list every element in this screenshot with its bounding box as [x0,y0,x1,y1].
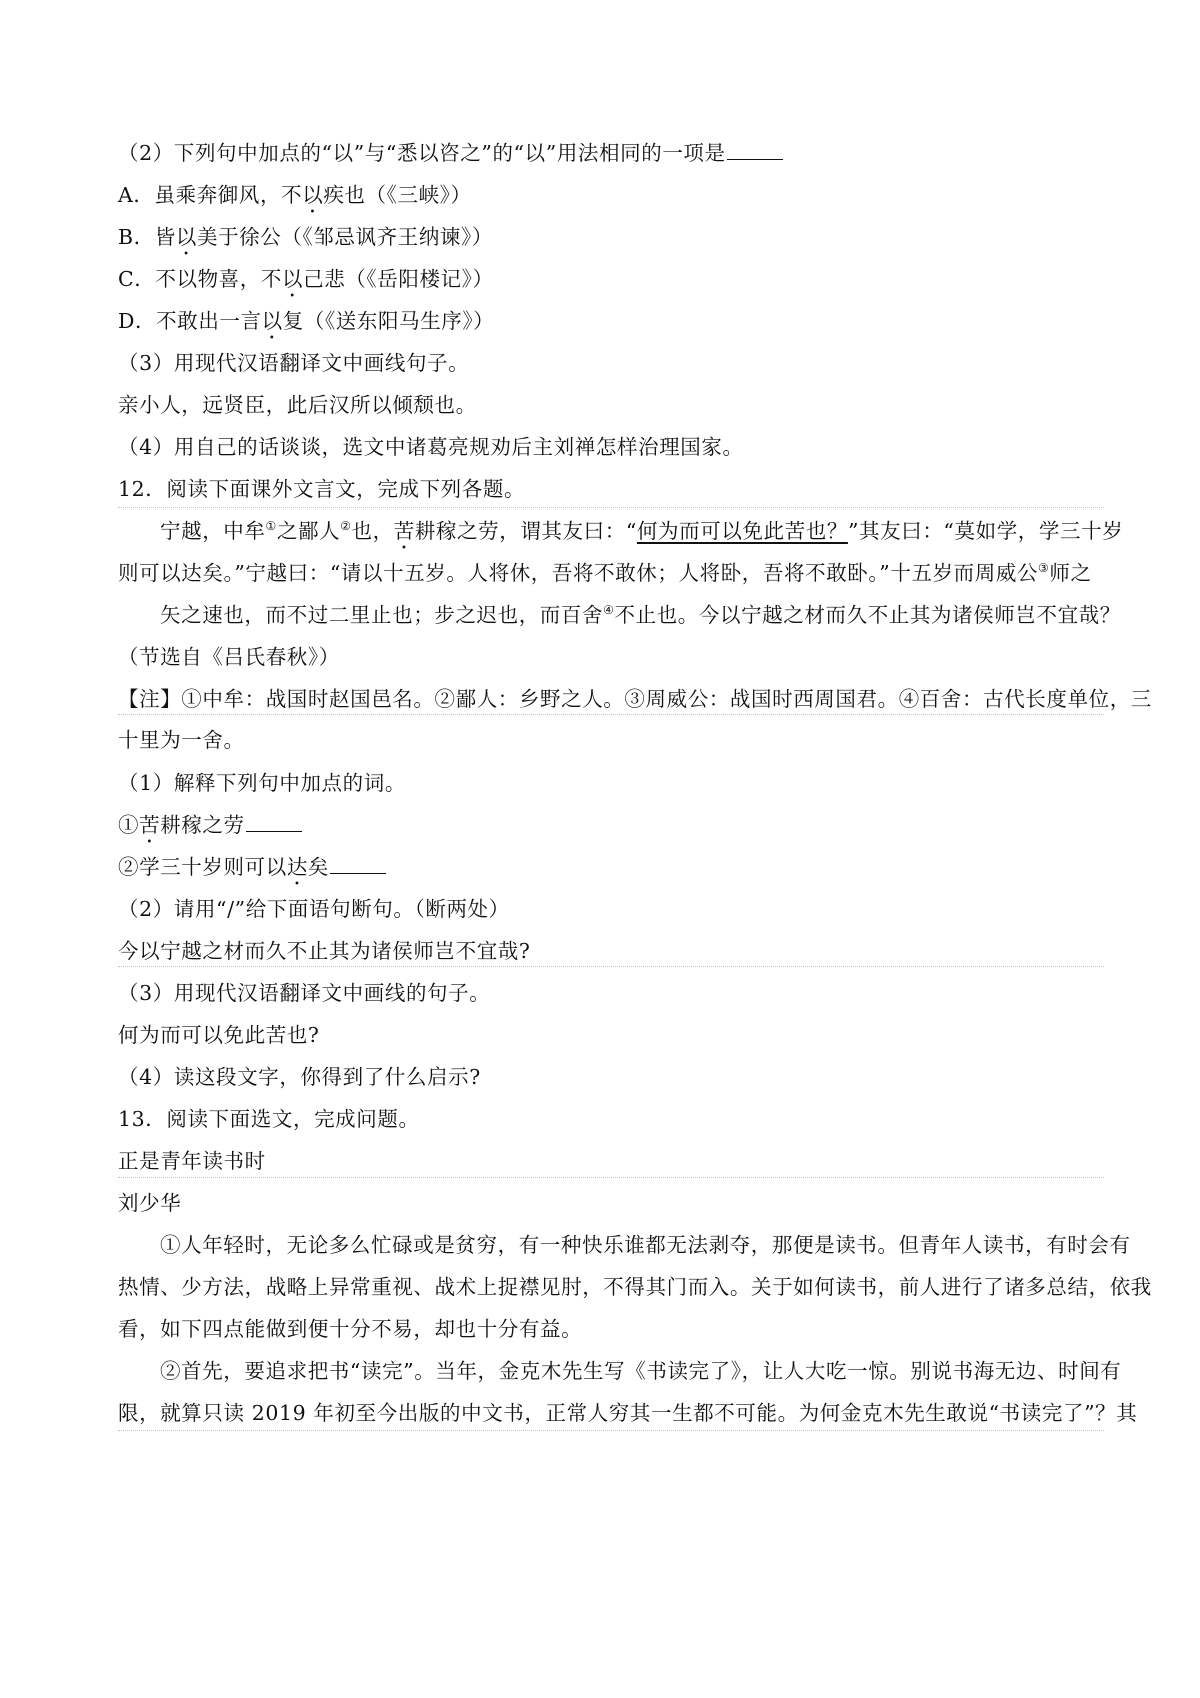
essay-title: 正是青年读书时 [118,1149,266,1173]
emphasized-char: 以 [175,225,197,249]
essay-line: ①人年轻时，无论多么忙碌或是贫穷，有一种快乐谁都无法剥夺，那便是读书。但青年人读书，有时会有 [160,1233,1131,1257]
essay-line: 看，如下四点能做到便十分不易，却也十分有益。 [118,1317,583,1341]
answer-blank [727,141,783,160]
passage-notes: 【注】①中牟：战国时赵国邑名。②鄙人：乡野之人。③周威公：战国时西周国君。④百舍：古代长度单位，三 [118,687,1152,711]
q12-part4-question: （4）读这段文字，你得到了什么启示? [118,1065,481,1089]
q11-part2-question: （2）下列句中加点的“以”与“悉以咨之”的“以”用法相同的一项是 [118,140,783,166]
option-a: A．虽乘奔御风，不以疾也（《三峡》） [118,183,472,207]
essay-author: 刘少华 [118,1191,182,1215]
q12-part1-question: （1）解释下列句中加点的词。 [118,771,406,795]
emphasized-char: 苦 [139,813,161,837]
emphasized-char: 苦 [393,519,415,543]
essay-line: 热情、少方法，战略上异常重视、战术上捉襟见肘，不得其门而入。关于如何读书，前人进行了诸多总结，依我 [118,1275,1152,1299]
emphasized-char: 以 [261,309,283,333]
divider [118,714,1104,715]
emphasized-char: 达 [286,855,308,879]
q11-part3-question: （3）用现代汉语翻译文中画线句子。 [118,351,470,375]
emphasized-char: 以 [302,183,324,207]
q12-title: 12．阅读下面课外文言文，完成下列各题。 [118,477,526,501]
underlined-sentence: 何为而可以免此苦也？ [636,519,848,543]
q12-part3-question: （3）用现代汉语翻译文中画线的句子。 [118,981,491,1005]
emphasized-char: 以 [282,267,304,291]
passage-line: 矢之速也，而不过二里止也；步之迟也，而百舍④不止也。今以宁越之材而久不止其为诸侯师岂不宜哉？ [160,603,1121,627]
divider [118,1177,1104,1178]
q11-part4-question: （4）用自己的话谈谈，选文中诸葛亮规劝后主刘禅怎样治理国家。 [118,435,744,459]
passage-line: 则可以达矣。”宁越曰：“请以十五岁。人将休，吾将不敢休；人将卧，吾将不敢卧。”十五岁而周威公③师之 [118,561,1092,585]
option-b: B．皆以美于徐公（《邹忌讽齐王纳谏》） [118,225,493,249]
divider [118,507,1104,508]
q12-part2-question: （2）请用“/”给下面语句断句。（断两处） [118,897,510,921]
answer-blank [330,855,386,874]
q13-title: 13．阅读下面选文，完成问题。 [118,1107,420,1131]
q12-part1-item: ①苦耕稼之劳 [118,812,302,848]
passage-line: 宁越，中牟①之鄙人②也，苦耕稼之劳，谓其友曰：“何为而可以免此苦也？”其友曰：“莫如学，学三十岁 [160,519,1124,543]
passage-source: （节选自《吕氏春秋》） [118,645,340,669]
divider [118,966,1104,967]
passage-notes: 十里为一舍。 [118,728,245,752]
q12-part1-item: ②学三十岁则可以达矣 [118,854,386,890]
q11-part3-text: 亲小人，远贤臣，此后汉所以倾颓也。 [118,393,477,417]
essay-line: ②首先，要追求把书“读完”。当年，金克木先生写《书读完了》，让人大吃一惊。别说书海无边、时间有 [160,1359,1122,1383]
q12-part2-text: 今以宁越之材而久不止其为诸侯师岂不宜哉? [118,939,531,963]
essay-line: 限，就算只读 2019 年初至今出版的中文书，正常人穷其一生都不可能。为何金克木先生敢说“书读完了”？其 [118,1401,1138,1425]
option-c: C．不以物喜，不以己悲（《岳阳楼记》） [118,267,494,291]
divider [118,1430,1104,1431]
answer-blank [246,813,302,832]
option-d: D．不敢出一言以复（《送东阳马生序》） [118,309,495,333]
q12-part3-text: 何为而可以免此苦也? [118,1023,320,1047]
